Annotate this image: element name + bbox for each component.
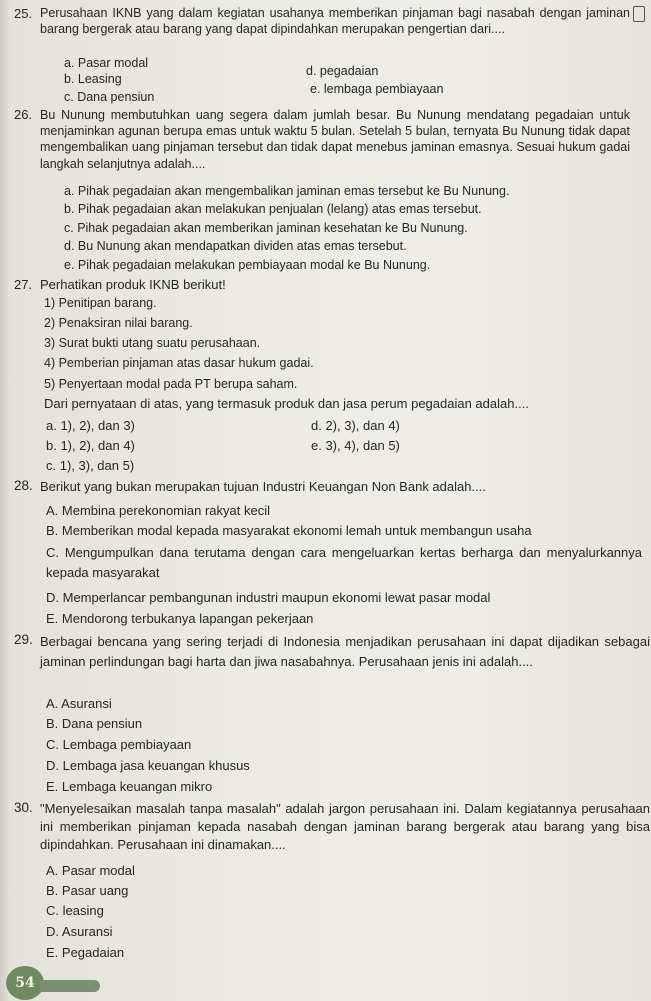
statement-4: 4) Pemberian pinjaman atas dasar hukum gadai. xyxy=(44,356,314,370)
statement-3: 3) Surat bukti utang suatu perusahaan. xyxy=(44,336,261,350)
question-number: 30. xyxy=(14,800,33,815)
page-number: 54 xyxy=(6,966,44,1000)
option-b: b. 1), 2), dan 4) xyxy=(46,438,135,453)
option-e: e. Pihak pegadaian melakukan pembiayaan modal ke Bu Nunung. xyxy=(64,258,431,272)
question-stem: "Menyelesaikan masalah tanpa masalah" adalah jargon perusahaan ini. Dalam kegiatannya perusahaan ini memberikan pinjaman kepada nasabah dengan jaminan barang bergerak atau barang yang bisa dipindahkan. Perusahaan ini dinamakan.... xyxy=(40,801,650,852)
statement-5: 5) Penyertaan modal pada PT berupa saham. xyxy=(44,377,298,391)
question-stem: Berbagai bencana yang sering terjadi di Indonesia menjadikan perusahaan ini dapat dijadikan sebagai jaminan perlindungan bagi harta dan jiwa nasabahnya. Perusahaan jenis ini adalah.... xyxy=(40,634,650,669)
question-number: 27. xyxy=(14,277,33,292)
option-e: E. Lembaga keuangan mikro xyxy=(46,779,213,794)
option-b: B. Memberikan modal kepada masyarakat ekonomi lemah untuk membangun usaha xyxy=(46,523,532,538)
option-d: D. Memperlancar pembangunan industri maupun ekonomi lewat pasar modal xyxy=(46,590,491,605)
question-stem: Bu Nunung membutuhkan uang segera dalam jumlah besar. Bu Nunung mendatang pegadaian untuk menjaminkan agunan berupa emas untuk waktu 5 bulan. Setelah 5 bulan, ternyata Bu Nunung tidak dapat mengembalikan uang pinjaman tersebut dan tidak dapat menebus jaminan emasnya. Sesuai hukum gadai langkah selanjutnya adalah.... xyxy=(40,108,630,171)
question-stem: Berikut yang bukan merupakan tujuan Industri Keuangan Non Bank adalah.... xyxy=(40,479,486,494)
option-b: b. Leasing xyxy=(64,72,122,86)
question-25 xyxy=(14,6,643,37)
option-a: a. 1), 2), dan 3) xyxy=(46,418,135,433)
option-b: b. Pihak pegadaian akan melakukan penjualan (lelang) atas emas tersebut. xyxy=(64,202,482,216)
page-edge-shadow xyxy=(0,0,10,1001)
option-e: E. Pegadaian xyxy=(46,945,125,960)
statement-1: 1) Penitipan barang. xyxy=(44,296,157,310)
option-a: a. Pasar modal xyxy=(64,56,149,70)
option-c: C. Mengumpulkan dana terutama dengan cara mengeluarkan kertas berharga dan menyalurkannya kepada masyarakat xyxy=(46,545,642,580)
question-stem: Perusahaan IKNB yang dalam kegiatan usahanya memberikan pinjaman bagi nasabah dengan jaminan barang bergerak atau barang yang dapat dipindahkan merupakan pengertian dari.... xyxy=(40,6,630,36)
option-e: e. lembaga pembiayaan xyxy=(310,82,444,96)
question-28 xyxy=(14,478,643,495)
option-c: c. 1), 3), dan 5) xyxy=(46,458,135,473)
option-e: E. Mendorong terbukanya lapangan pekerjaan xyxy=(46,611,314,626)
option-d: D. Asuransi xyxy=(46,924,113,939)
option-c: C. Lembaga pembiayaan xyxy=(46,737,192,752)
page-number-tab xyxy=(40,980,100,992)
question-number: 29. xyxy=(14,632,33,647)
question-27 xyxy=(14,277,643,293)
question-number: 25. xyxy=(14,6,33,21)
option-d: D. Lembaga jasa keuangan khusus xyxy=(46,758,250,773)
option-c: c. Pihak pegadaian akan memberikan jaminan kesehatan ke Bu Nunung. xyxy=(64,221,468,235)
question-29 xyxy=(14,632,650,672)
option-a: a. Pihak pegadaian akan mengembalikan jaminan emas tersebut ke Bu Nunung. xyxy=(64,184,510,198)
option-a: A. Asuransi xyxy=(46,696,112,711)
option-b: B. Dana pensiun xyxy=(46,716,143,731)
question-prompt: Dari pernyataan di atas, yang termasuk produk dan jasa perum pegadaian adalah.... xyxy=(44,396,529,411)
question-number: 28. xyxy=(14,478,33,493)
question-number: 26. xyxy=(14,107,33,122)
option-e: e. 3), 4), dan 5) xyxy=(311,438,400,453)
option-c: c. Dana pensiun xyxy=(64,90,155,104)
option-d: d. 2), 3), dan 4) xyxy=(311,418,400,433)
option-a: A. Membina perekonomian rakyat kecil xyxy=(46,503,270,518)
option-d: d. pegadaian xyxy=(306,64,379,78)
option-a: A. Pasar modal xyxy=(46,863,135,878)
option-d: d. Bu Nunung akan mendapatkan dividen atas emas tersebut. xyxy=(64,239,407,253)
question-30 xyxy=(14,800,650,854)
question-stem: Perhatikan produk IKNB berikut! xyxy=(40,277,226,292)
option-b: B. Pasar uang xyxy=(46,883,129,898)
question-26 xyxy=(14,107,643,172)
statement-2: 2) Penaksiran nilai barang. xyxy=(44,316,193,330)
option-c: C. leasing xyxy=(46,903,104,918)
